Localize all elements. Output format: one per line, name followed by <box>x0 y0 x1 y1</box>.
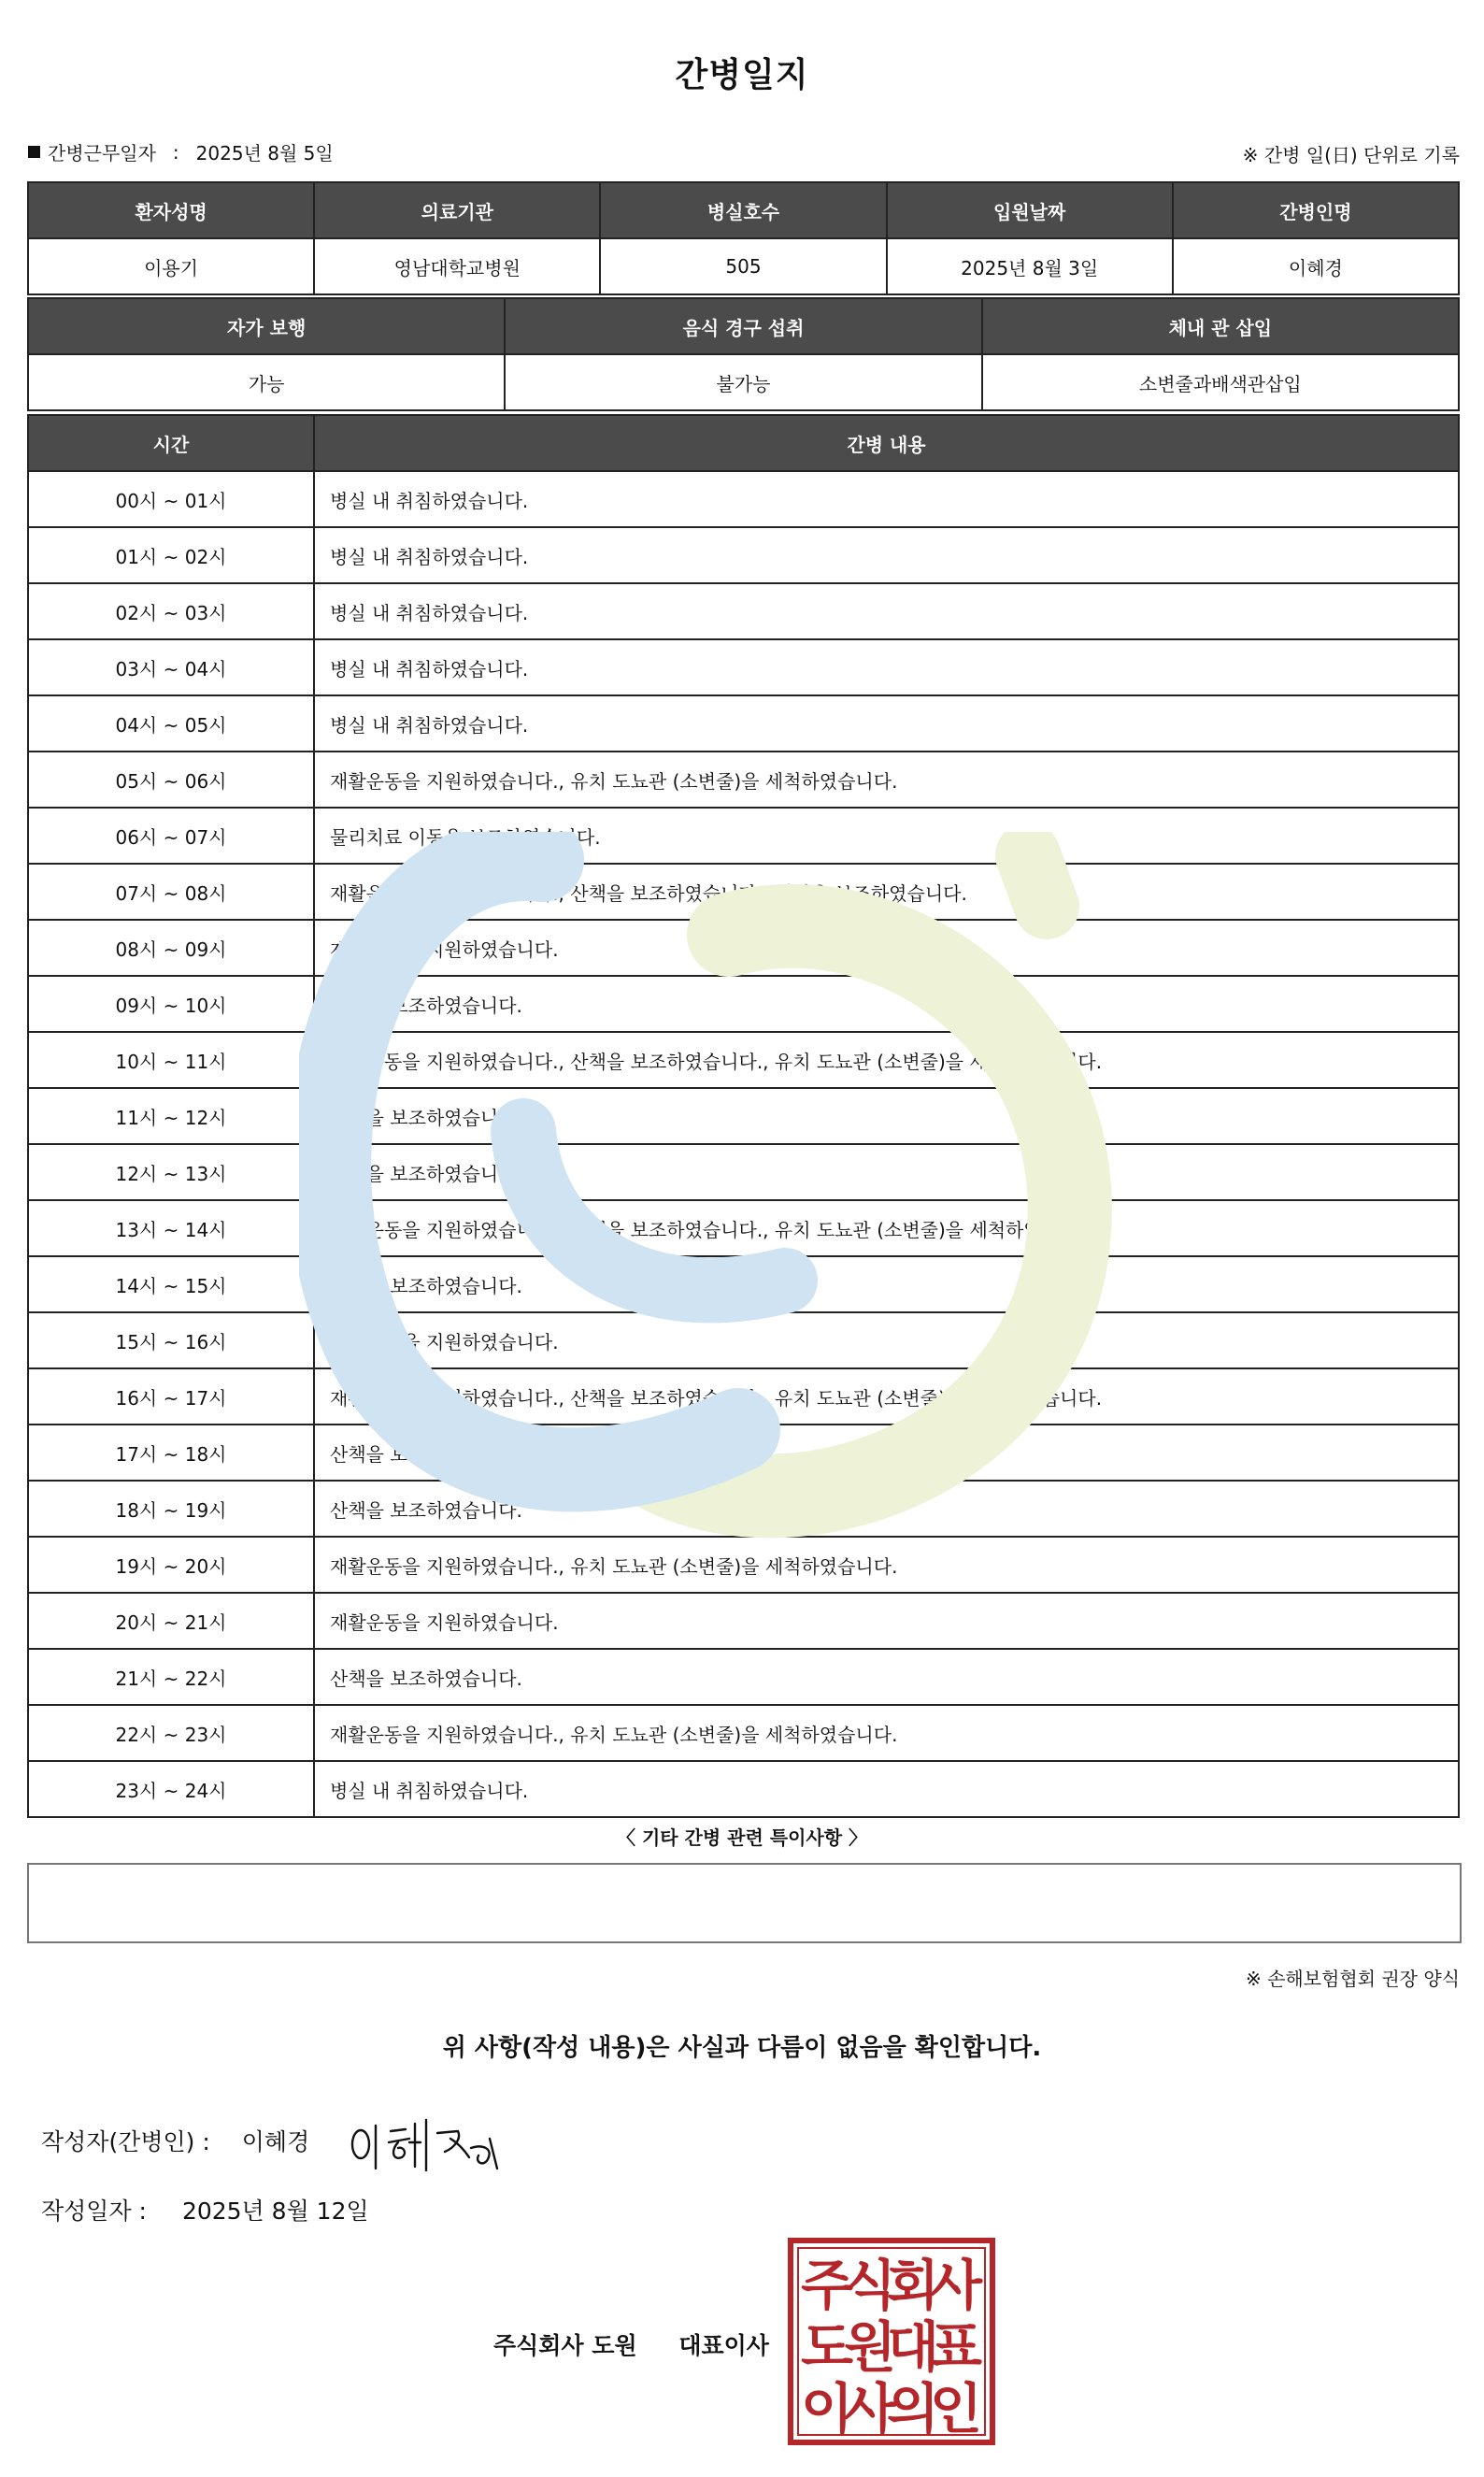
care-log-body <box>28 471 1459 1817</box>
write-date-label: 작성일자 : <box>41 2198 147 2225</box>
seal-character: 이 <box>800 2377 854 2441</box>
write-date-line <box>41 2193 369 2226</box>
work-date-separator: : <box>172 140 179 164</box>
care-log-content: 산책을 보조하였습니다. <box>314 1425 1459 1481</box>
patient-info-table <box>27 181 1460 295</box>
care-log-time: 19시 ~ 20시 <box>28 1537 314 1593</box>
care-log-row <box>28 864 1459 920</box>
care-log-time: 06시 ~ 07시 <box>28 808 314 864</box>
care-log-content: 병실 내 취침하였습니다. <box>314 527 1459 583</box>
care-log-time: 07시 ~ 08시 <box>28 864 314 920</box>
handwritten-signature <box>348 2111 507 2176</box>
company-representative-title: 대표이사 <box>678 2332 769 2359</box>
recommendation-note: ※ 손해보험협회 권장 양식 <box>1245 1968 1460 1990</box>
value-oral-intake: 불가능 <box>505 354 981 410</box>
header-hospital: 의료기관 <box>314 182 600 238</box>
care-log-row <box>28 920 1459 976</box>
writer-label: 작성자(간병인) : <box>41 2128 210 2155</box>
special-notes-title: 〈 기타 간병 관련 특이사항 〉 <box>616 1826 867 1849</box>
care-log-row <box>28 1368 1459 1425</box>
header-tube-insertion: 체내 관 삽입 <box>982 298 1459 354</box>
care-log-content: 산책을 보조하였습니다. <box>314 1256 1459 1312</box>
care-log-header-row <box>28 415 1459 471</box>
seal-character: 회 <box>886 2254 940 2317</box>
care-log-row <box>28 1032 1459 1088</box>
care-log-time: 21시 ~ 22시 <box>28 1649 314 1705</box>
seal-character: 대 <box>886 2315 940 2379</box>
work-date-label: 간병근무일자 <box>48 142 156 165</box>
work-date-line <box>28 138 334 165</box>
care-log-content: 재활운동을 지원하였습니다., 산책을 보조하였습니다., 유치 도뇨관 (소변줄)을 세척하였습니다. <box>314 1200 1459 1256</box>
care-log-content: 산책을 보조하였습니다. <box>314 1649 1459 1705</box>
header-self-walking: 자가 보행 <box>28 298 505 354</box>
patient-info-header-row <box>28 182 1459 238</box>
care-log-row <box>28 752 1459 808</box>
seal-character: 표 <box>929 2315 983 2379</box>
bullet-square-icon <box>28 146 40 158</box>
care-log-row <box>28 1144 1459 1200</box>
header-oral-intake: 음식 경구 섭취 <box>505 298 981 354</box>
value-room-number: 505 <box>600 238 886 294</box>
care-log-content: 재활운동을 지원하였습니다., 유치 도뇨관 (소변줄)을 세척하였습니다. <box>314 1537 1459 1593</box>
seal-character: 사 <box>843 2377 897 2441</box>
care-log-time: 22시 ~ 23시 <box>28 1705 314 1761</box>
value-self-walking: 가능 <box>28 354 505 410</box>
seal-character: 사 <box>929 2254 983 2317</box>
patient-status-table <box>27 297 1460 411</box>
writer-line <box>41 2124 309 2157</box>
header-patient-name: 환자성명 <box>28 182 314 238</box>
value-caregiver-name: 이혜경 <box>1173 238 1459 294</box>
care-log-content: 재활운동을 지원하였습니다., 산책을 보조하였습니다., 유치 도뇨관 (소변줄)을 세척하였습니다. <box>314 1032 1459 1088</box>
value-hospital: 영남대학교병원 <box>314 238 600 294</box>
care-log-row <box>28 1088 1459 1144</box>
patient-status-value-row <box>28 354 1459 410</box>
record-unit-note: ※ 간병 일(日) 단위로 기록 <box>1242 144 1460 166</box>
patient-info-value-row <box>28 238 1459 294</box>
care-log-row <box>28 695 1459 752</box>
value-admission-date: 2025년 8월 3일 <box>887 238 1173 294</box>
care-log-time: 14시 ~ 15시 <box>28 1256 314 1312</box>
care-log-table <box>27 414 1460 1818</box>
care-log-content: 재활운동을 지원하였습니다., 산책을 보조하였습니다., 세면을 보조하였습니다. <box>314 864 1459 920</box>
company-name: 주식회사 도원 <box>493 2332 637 2359</box>
care-log-time: 11시 ~ 12시 <box>28 1088 314 1144</box>
care-log-content: 재활운동을 지원하였습니다. <box>314 1593 1459 1649</box>
care-log-time: 23시 ~ 24시 <box>28 1761 314 1817</box>
care-log-time: 04시 ~ 05시 <box>28 695 314 752</box>
care-log-time: 13시 ~ 14시 <box>28 1200 314 1256</box>
care-log-row <box>28 583 1459 639</box>
care-log-time: 20시 ~ 21시 <box>28 1593 314 1649</box>
seal-character: 주 <box>800 2254 854 2317</box>
care-log-time: 18시 ~ 19시 <box>28 1481 314 1537</box>
care-log-row <box>28 471 1459 527</box>
care-log-content: 병실 내 취침하였습니다. <box>314 471 1459 527</box>
care-log-row <box>28 1200 1459 1256</box>
care-log-content: 산책을 보조하였습니다. <box>314 1481 1459 1537</box>
company-line <box>493 2327 769 2361</box>
care-log-row <box>28 1705 1459 1761</box>
care-log-time: 17시 ~ 18시 <box>28 1425 314 1481</box>
header-admission-date: 입원날짜 <box>887 182 1173 238</box>
care-log-time: 10시 ~ 11시 <box>28 1032 314 1088</box>
care-log-content: 물리치료 이동을 보조하였습니다. <box>314 808 1459 864</box>
care-log-row <box>28 1312 1459 1368</box>
care-log-row <box>28 1593 1459 1649</box>
care-log-time: 12시 ~ 13시 <box>28 1144 314 1200</box>
care-log-row <box>28 639 1459 695</box>
seal-character: 인 <box>929 2377 983 2441</box>
care-log-content: 재활운동을 지원하였습니다., 산책을 보조하였습니다., 유치 도뇨관 (소변줄)을 세척하였습니다. <box>314 1368 1459 1425</box>
care-log-content: 병실 내 취침하였습니다. <box>314 1761 1459 1817</box>
care-log-row <box>28 1256 1459 1312</box>
care-log-content: 산책을 보조하였습니다. <box>314 976 1459 1032</box>
care-log-row <box>28 1425 1459 1481</box>
care-log-row <box>28 808 1459 864</box>
patient-status-header-row <box>28 298 1459 354</box>
seal-character: 원 <box>843 2315 897 2379</box>
writer-name: 이혜경 <box>241 2128 310 2155</box>
care-log-time: 05시 ~ 06시 <box>28 752 314 808</box>
care-log-time: 08시 ~ 09시 <box>28 920 314 976</box>
special-notes-box <box>27 1863 1462 1943</box>
write-date-value: 2025년 8월 12일 <box>181 2198 369 2225</box>
care-log-row <box>28 976 1459 1032</box>
care-log-content: 재활운동을 지원하였습니다., 유치 도뇨관 (소변줄)을 세척하였습니다. <box>314 1705 1459 1761</box>
header-time: 시간 <box>28 415 314 471</box>
care-log-row <box>28 1537 1459 1593</box>
care-log-content: 산책을 보조하였습니다. <box>314 1144 1459 1200</box>
page-title: 간병일지 <box>675 56 809 94</box>
seal-character: 도 <box>800 2315 854 2379</box>
care-log-time: 09시 ~ 10시 <box>28 976 314 1032</box>
care-log-content: 병실 내 취침하였습니다. <box>314 583 1459 639</box>
care-log-time: 03시 ~ 04시 <box>28 639 314 695</box>
confirmation-statement: 위 사항(작성 내용)은 사실과 다름이 없음을 확인합니다. <box>442 2034 1042 2062</box>
care-log-content: 산책을 보조하였습니다. <box>314 1088 1459 1144</box>
care-log-time: 02시 ~ 03시 <box>28 583 314 639</box>
header-caregiver-name: 간병인명 <box>1173 182 1459 238</box>
care-log-row <box>28 1649 1459 1705</box>
care-log-row <box>28 1481 1459 1537</box>
work-date-value: 2025년 8월 5일 <box>195 142 334 165</box>
care-log-time: 16시 ~ 17시 <box>28 1368 314 1425</box>
care-log-row <box>28 1761 1459 1817</box>
care-log-time: 00시 ~ 01시 <box>28 471 314 527</box>
value-patient-name: 이용기 <box>28 238 314 294</box>
care-log-content: 재활운동을 지원하였습니다. <box>314 1312 1459 1368</box>
care-log-content: 재활운동을 지원하였습니다. <box>314 920 1459 976</box>
care-log-content: 병실 내 취침하였습니다. <box>314 695 1459 752</box>
seal-character: 식 <box>843 2254 897 2317</box>
care-log-content: 병실 내 취침하였습니다. <box>314 639 1459 695</box>
seal-character: 의 <box>886 2377 940 2441</box>
header-care-content: 간병 내용 <box>314 415 1459 471</box>
care-log-time: 01시 ~ 02시 <box>28 527 314 583</box>
care-log-content: 재활운동을 지원하였습니다., 유치 도뇨관 (소변줄)을 세척하였습니다. <box>314 752 1459 808</box>
care-log-time: 15시 ~ 16시 <box>28 1312 314 1368</box>
care-log-row <box>28 527 1459 583</box>
header-room-number: 병실호수 <box>600 182 886 238</box>
company-seal-stamp <box>787 2237 996 2446</box>
value-tube-insertion: 소변줄과배색관삽입 <box>982 354 1459 410</box>
